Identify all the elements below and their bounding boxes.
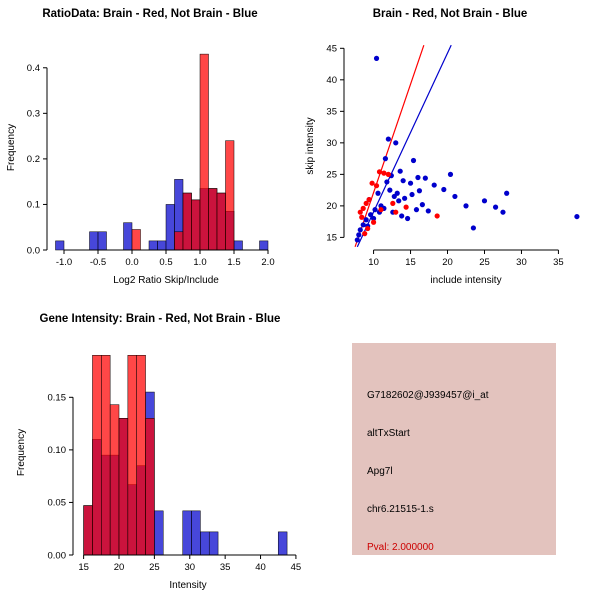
scatter-point <box>405 216 410 221</box>
x-tick-label: 25 <box>149 562 160 573</box>
scatter-point <box>371 220 376 225</box>
histogram-bar <box>158 241 167 250</box>
scatter-point <box>393 210 398 215</box>
scatter-point <box>435 213 440 218</box>
histogram-bar <box>183 511 192 555</box>
x-tick-label: 0.0 <box>125 257 139 268</box>
histogram-bar <box>209 189 218 251</box>
histogram-bar <box>110 405 119 555</box>
x-tick-label: 25 <box>479 257 490 268</box>
histogram-bar <box>84 506 93 555</box>
scatter-point <box>574 214 579 219</box>
scatter-point <box>383 156 388 161</box>
y-axis-label: skip intensity <box>305 117 316 175</box>
scatter-point <box>471 225 476 230</box>
histogram-bar <box>154 511 163 555</box>
y-axis-label: Frequency <box>16 428 27 477</box>
scatter-point <box>415 175 420 180</box>
histogram-bar <box>98 232 107 250</box>
histogram-bar <box>200 54 209 250</box>
scatter-point <box>365 226 370 231</box>
scatter-point <box>441 187 446 192</box>
scatter-point <box>393 140 398 145</box>
scatter-point <box>409 192 414 197</box>
histogram-bar <box>217 193 226 250</box>
scatter-point <box>386 172 391 177</box>
scatter-point <box>359 215 364 220</box>
histogram-bar <box>166 204 175 250</box>
histogram-bar <box>209 532 218 555</box>
scatter-point <box>355 237 360 242</box>
ratio-histogram-panel <box>0 0 300 300</box>
histogram-bar <box>234 241 243 250</box>
scatter-point <box>374 56 379 61</box>
info-line-0: G7182602@J939457@i_at <box>367 390 489 401</box>
y-tick-label: 40 <box>326 75 337 87</box>
y-tick-label: 45 <box>326 43 337 55</box>
scatter-point <box>384 179 389 184</box>
x-tick-label: 0.5 <box>159 257 173 268</box>
scatter-point <box>398 169 403 174</box>
histogram-bar <box>146 418 155 555</box>
histogram-bar <box>90 232 99 250</box>
scatter-point <box>369 181 374 186</box>
scatter-point <box>408 181 413 186</box>
gene-info-panel <box>352 343 556 555</box>
info-line-3: chr6.21515-1.s <box>367 504 434 515</box>
scatter-point <box>358 210 363 215</box>
y-tick-label: 0.0 <box>26 245 40 257</box>
scatter-point <box>387 188 392 193</box>
histogram-bar <box>149 241 158 250</box>
pval-text: Pval: 2.000000 <box>367 542 434 553</box>
info-line-2: Apg7l <box>367 466 393 477</box>
x-tick-label: 30 <box>516 257 527 268</box>
intensity-scatter-title: Brain - Red, Not Brain - Blue <box>372 8 528 20</box>
x-tick-label: 30 <box>184 562 196 573</box>
histogram-bar <box>260 241 269 250</box>
histogram-bar <box>128 355 137 555</box>
y-tick-label: 25 <box>326 169 337 181</box>
scatter-point <box>358 227 363 232</box>
x-axis-label: Log2 Ratio Skip/Include <box>113 275 219 286</box>
ratio-histogram-title: RatioData: Brain - Red, Not Brain - Blue <box>42 8 258 20</box>
scatter-point <box>364 201 369 206</box>
histogram-bar <box>119 418 128 555</box>
histogram-bar <box>226 141 235 250</box>
histogram-bar <box>278 532 287 555</box>
scatter-point <box>362 231 367 236</box>
histogram-bar <box>56 241 65 250</box>
scatter-point <box>372 207 377 212</box>
histogram-bar <box>192 511 201 555</box>
x-tick-label: 15 <box>78 562 89 573</box>
scatter-point <box>504 191 509 196</box>
y-tick-label: 15 <box>326 232 337 244</box>
x-tick-label: 20 <box>113 562 125 573</box>
x-tick-label: 20 <box>442 257 453 268</box>
y-tick-label: 35 <box>326 106 337 118</box>
x-tick-label: 1.0 <box>193 257 207 268</box>
scatter-point <box>482 198 487 203</box>
histogram-bar <box>92 355 101 555</box>
y-tick-label: 0.10 <box>47 445 66 457</box>
x-tick-label: -0.5 <box>89 257 107 268</box>
y-axis-label: Frequency <box>6 123 17 172</box>
x-tick-label: 45 <box>290 562 302 573</box>
x-tick-label: 35 <box>553 257 564 268</box>
scatter-point <box>452 194 457 199</box>
scatter-point <box>420 202 425 207</box>
histogram-bar <box>137 355 146 555</box>
scatter-point <box>404 205 409 210</box>
gene-intensity-title: Gene Intensity: Brain - Red, Not Brain - Blue <box>39 313 281 325</box>
scatter-point <box>463 203 468 208</box>
gene-intensity-plot <box>0 300 340 600</box>
x-tick-label: -1.0 <box>55 257 73 268</box>
x-tick-label: 15 <box>405 257 416 268</box>
scatter-point <box>426 208 431 213</box>
scatter-point <box>378 207 383 212</box>
scatter-point <box>414 207 419 212</box>
x-tick-label: 40 <box>255 562 266 573</box>
scatter-point <box>386 136 391 141</box>
y-tick-label: 0.2 <box>26 154 40 166</box>
intensity-scatter-plot <box>300 0 600 300</box>
gene-intensity-panel <box>0 300 340 600</box>
histogram-bar <box>183 193 192 250</box>
y-tick-label: 0.05 <box>47 497 66 509</box>
scatter-point <box>402 196 407 201</box>
scatter-point <box>364 217 369 222</box>
histogram-bar <box>192 200 201 250</box>
x-tick-label: 35 <box>219 562 231 573</box>
histogram-bar <box>101 355 110 555</box>
scatter-point <box>375 191 380 196</box>
scatter-point <box>390 201 395 206</box>
y-tick-label: 0.15 <box>47 392 66 404</box>
info-line-1: altTxStart <box>367 428 410 439</box>
scatter-point <box>417 188 422 193</box>
scatter-point <box>432 182 437 187</box>
y-tick-label: 30 <box>326 138 337 150</box>
histogram-bar <box>132 230 141 251</box>
x-tick-label: 10 <box>368 257 379 268</box>
scatter-point <box>361 222 366 227</box>
y-tick-label: 0.4 <box>26 63 40 75</box>
scatter-point <box>423 176 428 181</box>
scatter-point <box>411 158 416 163</box>
scatter-point <box>493 205 498 210</box>
histogram-bar <box>124 223 133 250</box>
histogram-bar <box>200 532 209 555</box>
scatter-point <box>377 169 382 174</box>
intensity-scatter-panel <box>300 0 600 300</box>
scatter-point <box>448 172 453 177</box>
scatter-point <box>395 191 400 196</box>
scatter-point <box>374 183 379 188</box>
x-axis-label: include intensity <box>430 275 502 286</box>
scatter-point <box>500 210 505 215</box>
x-tick-label: 2.0 <box>261 257 275 268</box>
y-tick-label: 0.1 <box>26 199 40 211</box>
scatter-point <box>381 171 386 176</box>
ratio-histogram-plot <box>0 0 300 300</box>
y-tick-label: 0.00 <box>47 550 66 562</box>
scatter-point <box>396 198 401 203</box>
x-axis-label: Intensity <box>169 580 207 591</box>
histogram-bar <box>175 232 184 250</box>
y-tick-label: 20 <box>326 201 337 213</box>
x-tick-label: 1.5 <box>227 257 241 268</box>
scatter-point <box>356 232 361 237</box>
fit-line-red-fit <box>355 45 424 247</box>
y-tick-label: 0.3 <box>26 108 40 120</box>
scatter-point <box>401 178 406 183</box>
scatter-point <box>399 213 404 218</box>
